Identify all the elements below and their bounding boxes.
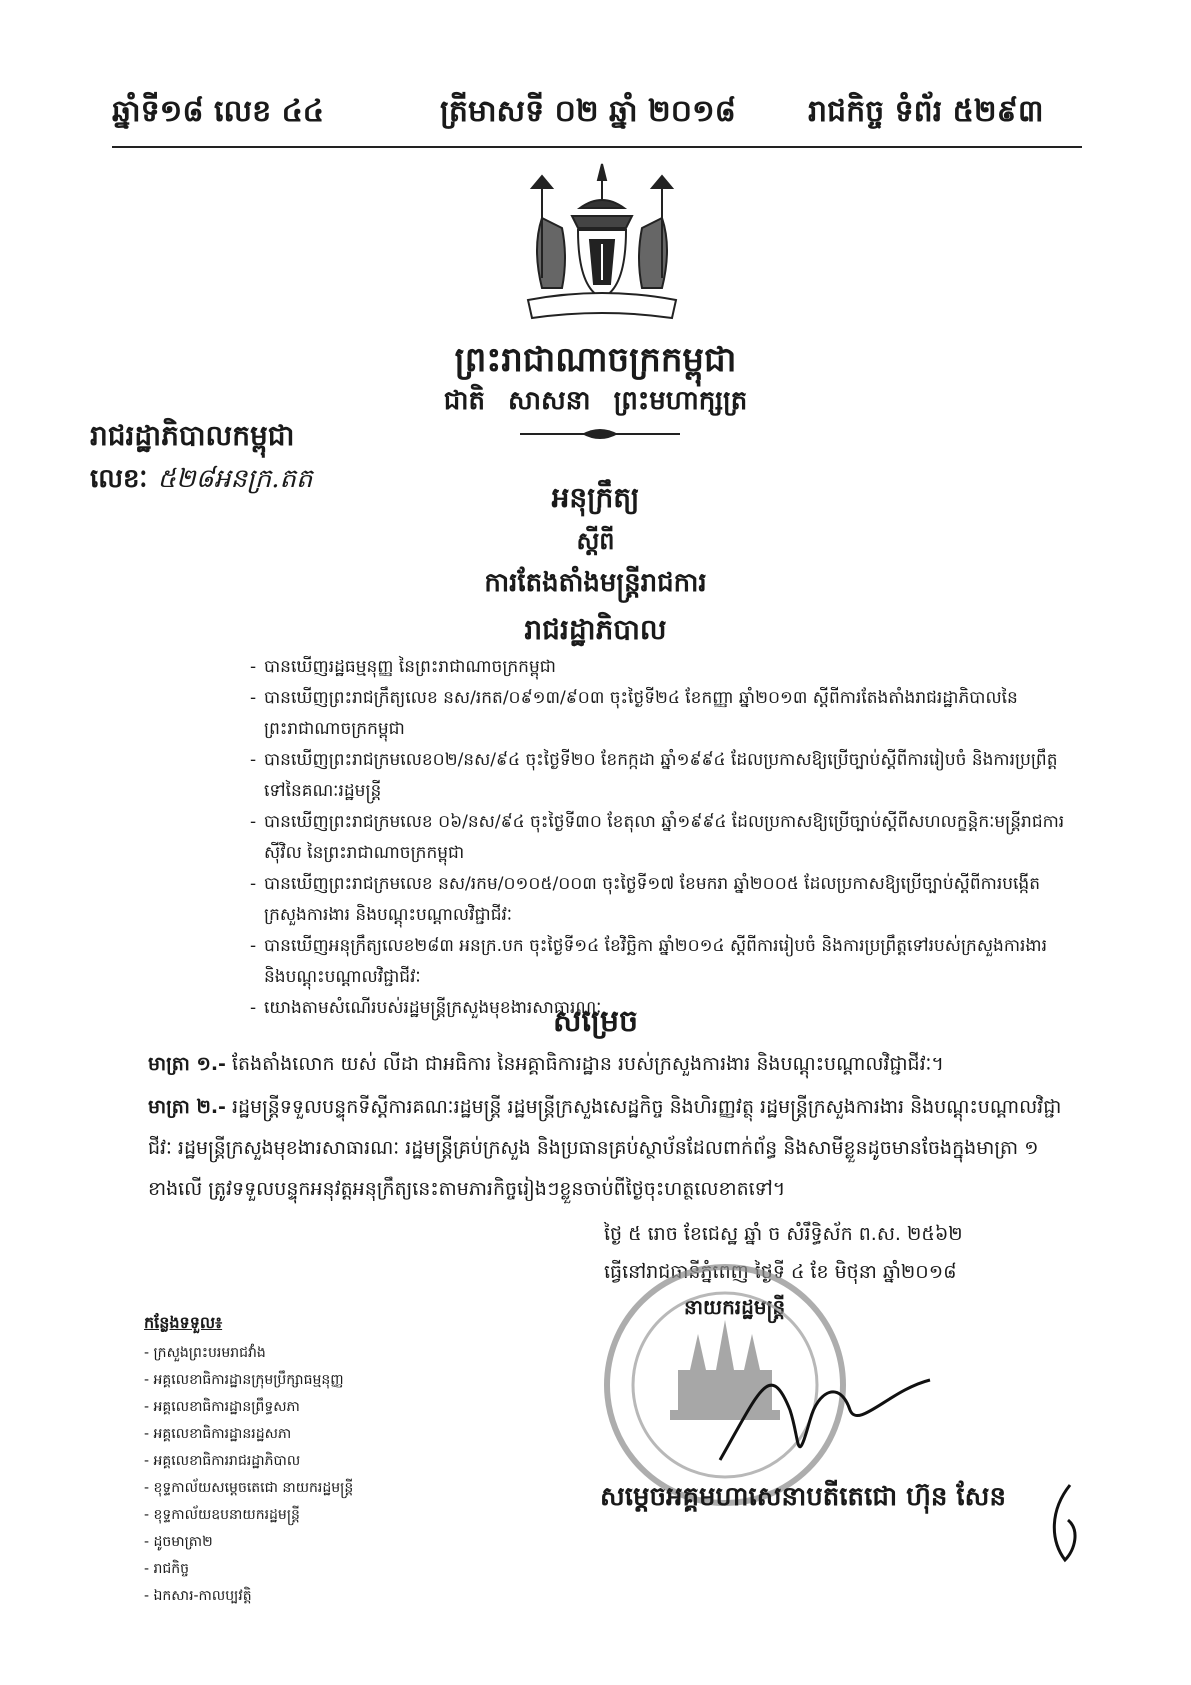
handwritten-signature: [700, 1350, 940, 1480]
kingdom-name: ព្រះរាជាណាចក្រកម្ពុជា: [454, 340, 737, 380]
signer-name: សម្តេចអគ្គមហាសេនាបតីតេជោ ហ៊ុន សែន: [600, 1482, 1006, 1512]
recital-item: - បានឃើញព្រះរាជក្រឹត្យលេខ នស/រកត/០៩១៣/៩០៣ ចុះថ្ងៃទី២៤ ខែកញ្ញា ឆ្នាំ២០១៣ ស្តីពីការតែងតាំងរាជរដ្ឋាភិបាលនៃព្រះរាជាណាចក្រកម្ពុជា: [250, 683, 1070, 745]
national-motto: ជាតិ សាសនា ព្រះមហាក្សត្រ: [443, 386, 748, 416]
recipient-item: - អគ្គលេខាធិការដ្ឋានរដ្ឋសភា: [144, 1426, 292, 1442]
document-type: អនុក្រឹត្យ: [551, 481, 640, 514]
decision-heading: សម្រេច: [552, 1004, 639, 1039]
header-rule: [112, 146, 1082, 148]
recipients-heading: កន្លែងទទួល៖: [144, 1313, 223, 1332]
recital-item: - បានឃើញរដ្ឋធម្មនុញ្ញ នៃព្រះរាជាណាចក្រកម្ពុជា: [250, 652, 1070, 683]
article-2-text: រដ្ឋមន្ត្រីទទួលបន្ទុកទីស្តីការគណៈរដ្ឋមន្ត្រី រដ្ឋមន្ត្រីក្រសួងសេដ្ឋកិច្ច និងហិរញ្ញវត្ថុ រដ្ឋមន្ត្រីក្រសួងការងារ និងបណ្តុះបណ្តាលវិជ្ជាជីវៈ រដ្ឋមន្ត្រីក្រសួងមុខងារសាធារណៈ រដ្ឋមន្ត្រីគ្រប់ក្រសួង និងប្រធានគ្រប់ស្ថាប័នដែលពាក់ព័ន្ធ និងសាមីខ្លួនដូចមានចែងក្នុងមាត្រា ១ ខាងលើ ត្រូវទទួលបន្ទុកអនុវត្តអនុក្រឹត្យនេះតាមភារកិច្ចរៀងៗខ្លួនចាប់ពីថ្ងៃចុះហត្ថលេខាតទៅ។: [148, 1096, 1062, 1200]
recipient-item: - ក្រសួងព្រះបរមរាជវាំង: [144, 1345, 266, 1361]
document-subject: ការតែងតាំងមន្ត្រីរាជការ: [484, 568, 707, 598]
article-1-text: តែងតាំងលោក យស់ លីដា ជាអធិការ នៃអគ្គាធិការដ្ឋាន របស់ក្រសួងការងារ និងបណ្តុះបណ្តាលវិជ្ជាជីវៈ។: [232, 1053, 944, 1075]
recipient-item: - អគ្គលេខាធិការដ្ឋានក្រុមប្រឹក្សាធម្មនុញ្ញ: [144, 1372, 344, 1388]
gazette-page: រាជកិច្ច ទំព័រ ៥២៩៣: [808, 94, 1044, 129]
recipient-item: - ខុទ្ទកាល័យឧបនាយករដ្ឋមន្ត្រី: [144, 1507, 300, 1523]
recipient-item: - រាជកិច្ច: [144, 1561, 190, 1577]
recital-item: - យោងតាមសំណើរបស់រដ្ឋមន្ត្រីក្រសួងមុខងារសាធារណៈ: [250, 993, 1070, 1024]
article-1: [148, 1044, 1078, 1085]
reference-label: លេខៈ: [90, 464, 148, 494]
recipient-item: - អគ្គលេខាធិការរាជរដ្ឋាភិបាល: [144, 1453, 301, 1469]
gazette-year-issue: ឆ្នាំទី១៨ លេខ ៤៤: [112, 94, 325, 129]
gazette-quarter: ត្រីមាសទី ០២ ឆ្នាំ ២០១៨: [440, 94, 736, 129]
signatory-title: នាយករដ្ឋមន្ត្រី: [684, 1295, 786, 1319]
recital-item: - បានឃើញព្រះរាជក្រមលេខ នស/រកម/០១០៥/០០៣ ចុះថ្ងៃទី១៧ ខែមករា ឆ្នាំ២០០៥ ដែលប្រកាសឱ្យប្រើច្បាប់ស្តីពីការបង្កើតក្រសួងការងារ និងបណ្តុះបណ្តាលវិជ្ជាជីវៈ: [250, 869, 1070, 931]
recipient-item: - ឯកសារ-កាលប្បវត្តិ: [144, 1588, 252, 1604]
royal-crest-icon: [502, 158, 702, 328]
recital-item: - បានឃើញអនុក្រឹត្យលេខ២៨៣ អនក្រ.បក ចុះថ្ងៃទី១៤ ខែវិច្ឆិកា ឆ្នាំ២០១៤ ស្តីពីការរៀបចំ និងការប្រព្រឹត្តទៅរបស់ក្រសួងការងារ និងបណ្តុះបណ្តាលវិជ្ជាជីវៈ: [250, 931, 1070, 993]
lunar-date: ថ្ងៃ ៥ រោច ខែជេស្ឋ ឆ្នាំ ច សំរឹទ្ធិស័ក ព.ស. ២៥៦២: [604, 1223, 963, 1245]
handwritten-initial: [1040, 1480, 1090, 1570]
reference-value: ៥២៨អនក្រ.តត: [157, 464, 313, 494]
recital-item: - បានឃើញព្រះរាជក្រមលេខ០២/នស/៩៤ ចុះថ្ងៃទី២០ ខែកក្កដា ឆ្នាំ១៩៩៤ ដែលប្រកាសឱ្យប្រើច្បាប់ស្តីពីការរៀបចំ និងការប្រព្រឹត្តទៅនៃគណៈរដ្ឋមន្ត្រី: [250, 745, 1070, 807]
recital-item: - បានឃើញព្រះរាជក្រមលេខ ០៦/នស/៩៤ ចុះថ្ងៃទី៣០ ខែតុលា ឆ្នាំ១៩៩៤ ដែលប្រកាសឱ្យប្រើច្បាប់ស្តីពីសហលក្ខន្តិកៈមន្ត្រីរាជការស៊ីវិល នៃព្រះរាជាណាចក្រកម្ពុជា: [250, 807, 1070, 869]
solar-date: ធ្វើនៅរាជធានីភ្នំពេញ ថ្ងៃទី ៤ ខែ មិថុនា ឆ្នាំ២០១៨: [604, 1261, 957, 1283]
document-about: ស្តីពី: [576, 527, 615, 555]
recitals-list: [250, 652, 1070, 1024]
recipient-item: - ខុទ្ទកាល័យសម្តេចតេជោ នាយករដ្ឋមន្ត្រី: [144, 1480, 354, 1496]
issuing-government: រាជរដ្ឋាភិបាលកម្ពុជា: [90, 419, 295, 452]
recipients-list: [144, 1340, 353, 1610]
article-1-label: មាត្រា ១.-: [148, 1053, 226, 1075]
article-2: [148, 1087, 1078, 1210]
ornament-divider-icon: [520, 426, 680, 442]
document-issuer: រាជរដ្ឋាភិបាល: [524, 613, 667, 646]
article-2-label: មាត្រា ២.-: [148, 1096, 226, 1118]
recipient-item: - អគ្គលេខាធិការដ្ឋានព្រឹទ្ធសភា: [144, 1399, 300, 1415]
recipient-item: - ដូចមាត្រា២: [144, 1534, 213, 1550]
